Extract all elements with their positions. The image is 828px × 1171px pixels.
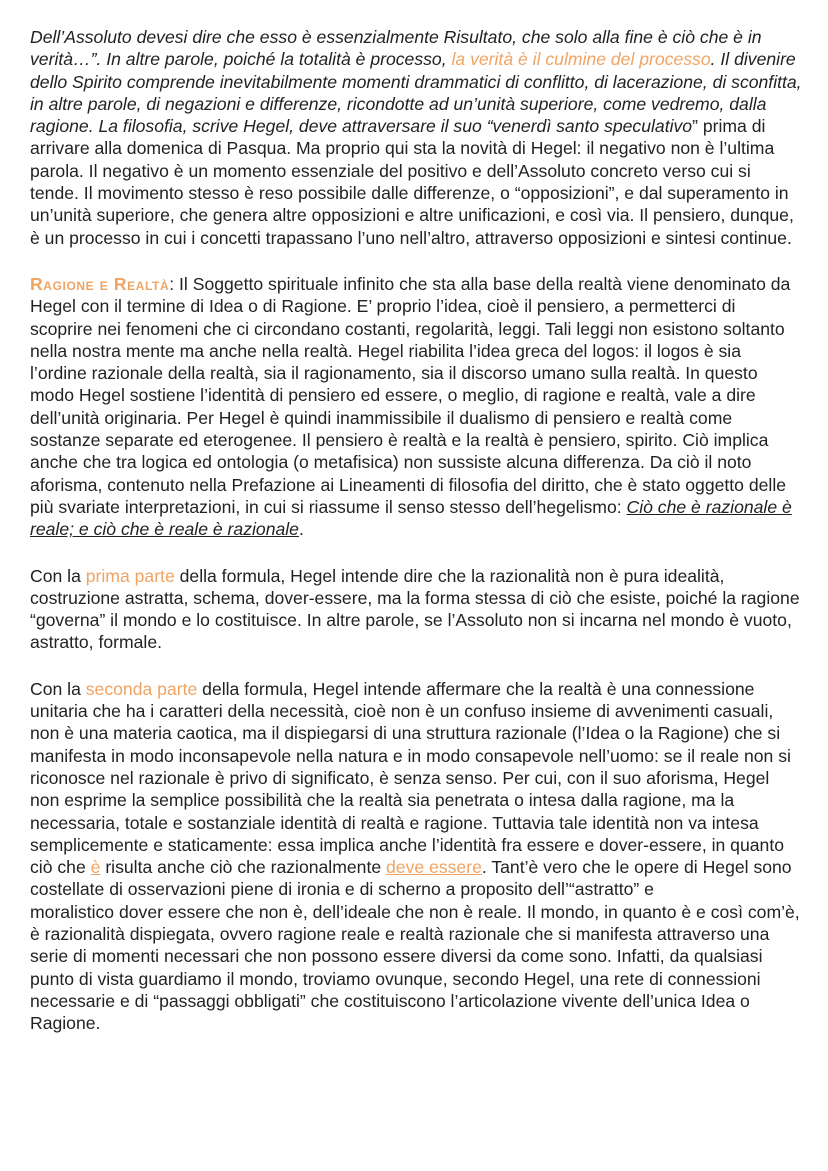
paragraph-reason-reality bbox=[30, 273, 802, 541]
highlight-is: è bbox=[90, 857, 101, 878]
text-segment: Con la bbox=[30, 678, 86, 699]
text-segment: della formula, Hegel intende dire che la razionalità non è pura idealità, costruzione astratta, schema, dover-essere, ma la forma stessa di ciò che esiste, poiché la ragione “governa” il mondo e lo costituisce. In altre parole, se l’Assoluto non si incarna nel mondo è vuoto, astratto, formale. bbox=[30, 565, 800, 653]
text-segment: . Il divenire dello Spirito comprende inevitabilmente momenti drammatici di conflitto, di lacerazione, di sconfitta, in altre parole, di negazioni e differenze, ricondotte ad un’unità superiore, come vedremo, dalla ragione. La filosofia, scrive Hegel, deve attraversare il suo “venerdì santo speculativo bbox=[30, 49, 802, 137]
aphorism-quote: Ciò che è razionale è reale; e ciò che è reale è razionale bbox=[30, 496, 792, 540]
text-segment: Con la bbox=[30, 565, 86, 586]
paragraph-gap bbox=[30, 654, 802, 678]
paragraph-gap bbox=[30, 249, 802, 273]
text-segment: . bbox=[298, 519, 304, 540]
text-segment: moralistico dover essere che non è, dell’ideale che non è reale. Il mondo, in quanto è e così com’è, è razionalità dispiegata, ovvero ragione reale e realtà razionale che si manifesta attraverso una serie di momenti necessari che non possono essere diversi da come sono. Infatti, da qualsiasi punto di vista guardiamo il mondo, troviamo ovunque, secondo Hegel, una rete di connessioni necessarie e di “passaggi obbligati” che costituiscono l’articolazione vivente dell’unica Idea o Ragione. bbox=[30, 901, 800, 1034]
section-heading-ragione-realta: Ragione e Realtà bbox=[30, 273, 170, 294]
text-segment: ” prima di arrivare alla domenica di Pasqua. Ma proprio qui sta la novità di Hegel: il negativo non è l’ultima parola. Il negativo è un momento essenziale del positivo e dell’Assoluto concreto verso cui si tende. Il movimento stesso è reso possibile dalle differenze, o “opposizioni”, e dal superamento in un’unità superiore, che genera altre opposizioni e altre unificazioni, e così via. Il pensiero, dunque, è un processo in cui i concetti trapassano l’uno nell’altro, attraverso opposizioni e sintesi continue. bbox=[30, 116, 794, 248]
highlight-truth-culmination: la verità è il culmine del processo bbox=[451, 49, 711, 70]
paragraph-gap bbox=[30, 541, 802, 565]
paragraph-first-part bbox=[30, 565, 802, 654]
highlight-must-be: deve essere bbox=[386, 857, 482, 878]
text-segment: risulta anche ciò che razionalmente bbox=[100, 857, 387, 878]
paragraph-second-part bbox=[30, 678, 802, 1035]
text-segment: della formula, Hegel intende affermare che la realtà è una connessione unitaria che ha i caratteri della necessità, cioè non è un confuso insieme di avvenimenti casuali, non è una materia caotica, ma il dispiegarsi di una struttura razionale (l’Idea o la Ragione) che si manifesta in modo inconsapevole nella natura e in modo consapevole nell’uomo: se il reale non si riconosce nel razionale è privo di significato, è senza senso. Per cui, con il suo aforisma, Hegel non esprime la semplice possibilità che la realtà sia penetrata o intesa dalla ragione, ma la necessaria, totale e sostanziale identità di realtà e ragione. Tuttavia tale identità non va intesa semplicemente e staticamente: essa implica anche l’identità fra essere e dover-essere, in quanto ciò che bbox=[30, 678, 791, 878]
paragraph-spirit-process bbox=[30, 26, 802, 249]
highlight-second-part: seconda parte bbox=[85, 678, 198, 699]
text-segment: : Il Soggetto spirituale infinito che sta alla base della realtà viene denominato da Hegel con il termine di Idea o di Ragione. E’ proprio l’idea, cioè il pensiero, a permetterci di scoprire nei fenomeni che ci circondano costanti, regolarità, leggi. Tali leggi non esistono soltanto nella nostra mente ma anche nella realtà. Hegel riabilita l’idea greca del logos: il logos è sia l’ordine razionale della realtà, sia il ragionamento, sia il discorso umano sulla realtà. In questo modo Hegel sostiene l’identità di pensiero ed essere, o meglio, di ragione e realtà, vale a dire dell’unità originaria. Per Hegel è quindi inammissibile il dualismo di pensiero e realtà come sostanze separate ed eterogenee. Il pensiero è realtà e la realtà è pensiero, spirito. Ciò implica anche che tra logica ed ontologia (o metafisica) non sussiste alcuna differenza. Da ciò il noto aforisma, contenuto nella Prefazione ai Lineamenti di filosofia del diritto, che è stato oggetto delle più svariate interpretazioni, in cui si riassume il senso stesso dell’hegelismo: bbox=[30, 273, 791, 517]
text-segment: Dell’Assoluto devesi dire che esso è essenzialmente Risultato, che solo alla fine è ciò che è in verità…”. In altre parole, poiché la totalità è processo, bbox=[30, 27, 762, 70]
highlight-first-part: prima parte bbox=[85, 565, 175, 586]
text-segment: . Tant’è vero che le opere di Hegel sono costellate di osservazioni piene di ironia e di scherno a proposito dell’“astratto” e bbox=[30, 857, 792, 900]
